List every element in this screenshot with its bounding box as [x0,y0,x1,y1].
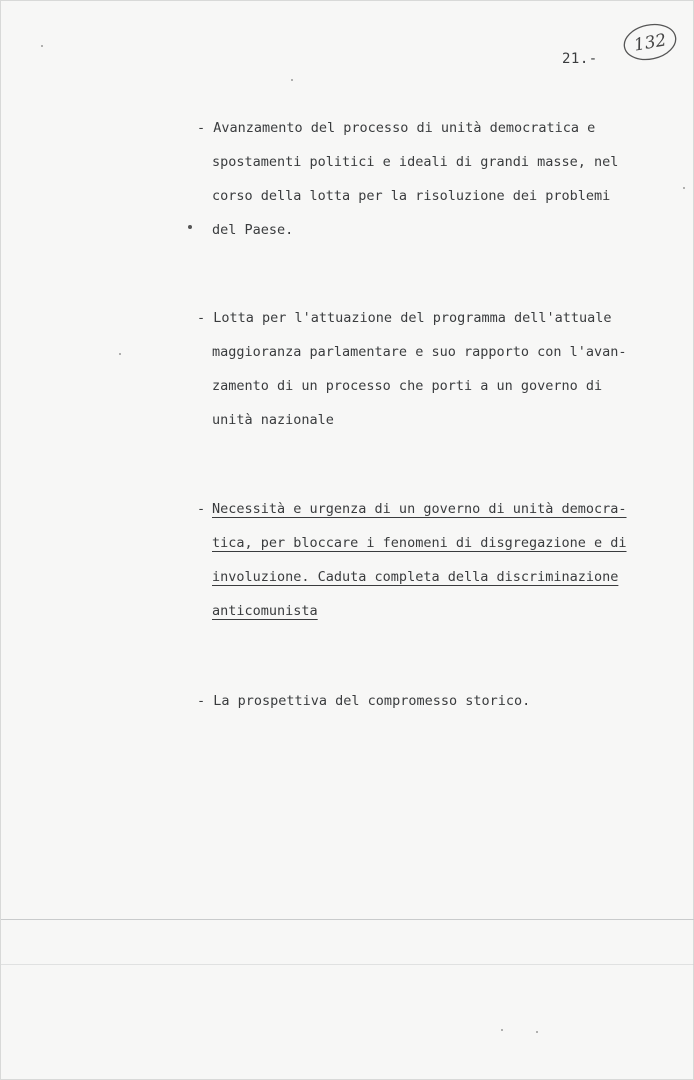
scan-line [1,964,694,965]
item-3-line-2: tica, per bloccare i fenomeni di disgregazione e di [212,535,627,551]
scan-speck [119,353,121,355]
item-4 [197,684,657,718]
scan-speck [501,1029,503,1031]
item-2-line-1: - Lotta per l'attuazione del programma dell'attuale [197,310,612,326]
scan-speck [536,1031,538,1033]
scan-line [1,919,694,920]
item-2-line-2: maggioranza parlamentare e suo rapporto con l'avan- [212,344,627,360]
item-1-line-3: corso della lotta per la risoluzione dei problemi [212,188,611,204]
item-3-line-4: anticomunista [212,603,318,619]
item-1-line-2: spostamenti politici e ideali di grandi masse, nel [212,154,619,170]
item-3-line-1: Necessità e urgenza di un governo di unità democra- [212,501,627,517]
stamp-number: 132 [632,30,668,56]
item-2-line-4: unità nazionale [212,412,334,428]
item-1-line-4: del Paese. [212,222,294,238]
item-3-line-3: involuzione. Caduta completa della discriminazione [212,569,619,585]
margin-dot [188,225,192,229]
scan-speck [41,45,43,47]
item-2-line-3: zamento di un processo che porti a un governo di [212,378,603,394]
scan-speck [291,79,293,81]
item-1-line-1: - Avanzamento del processo di unità democratica e [197,120,596,136]
scan-speck [683,187,685,189]
item-1 [197,111,657,247]
item-3 [197,492,657,628]
page-number: 21.- [562,51,598,67]
item-3-dash: - [197,501,206,517]
item-2 [197,301,657,437]
item-4-line-1: - La prospettiva del compromesso storico. [197,693,531,709]
archive-stamp [621,21,679,63]
